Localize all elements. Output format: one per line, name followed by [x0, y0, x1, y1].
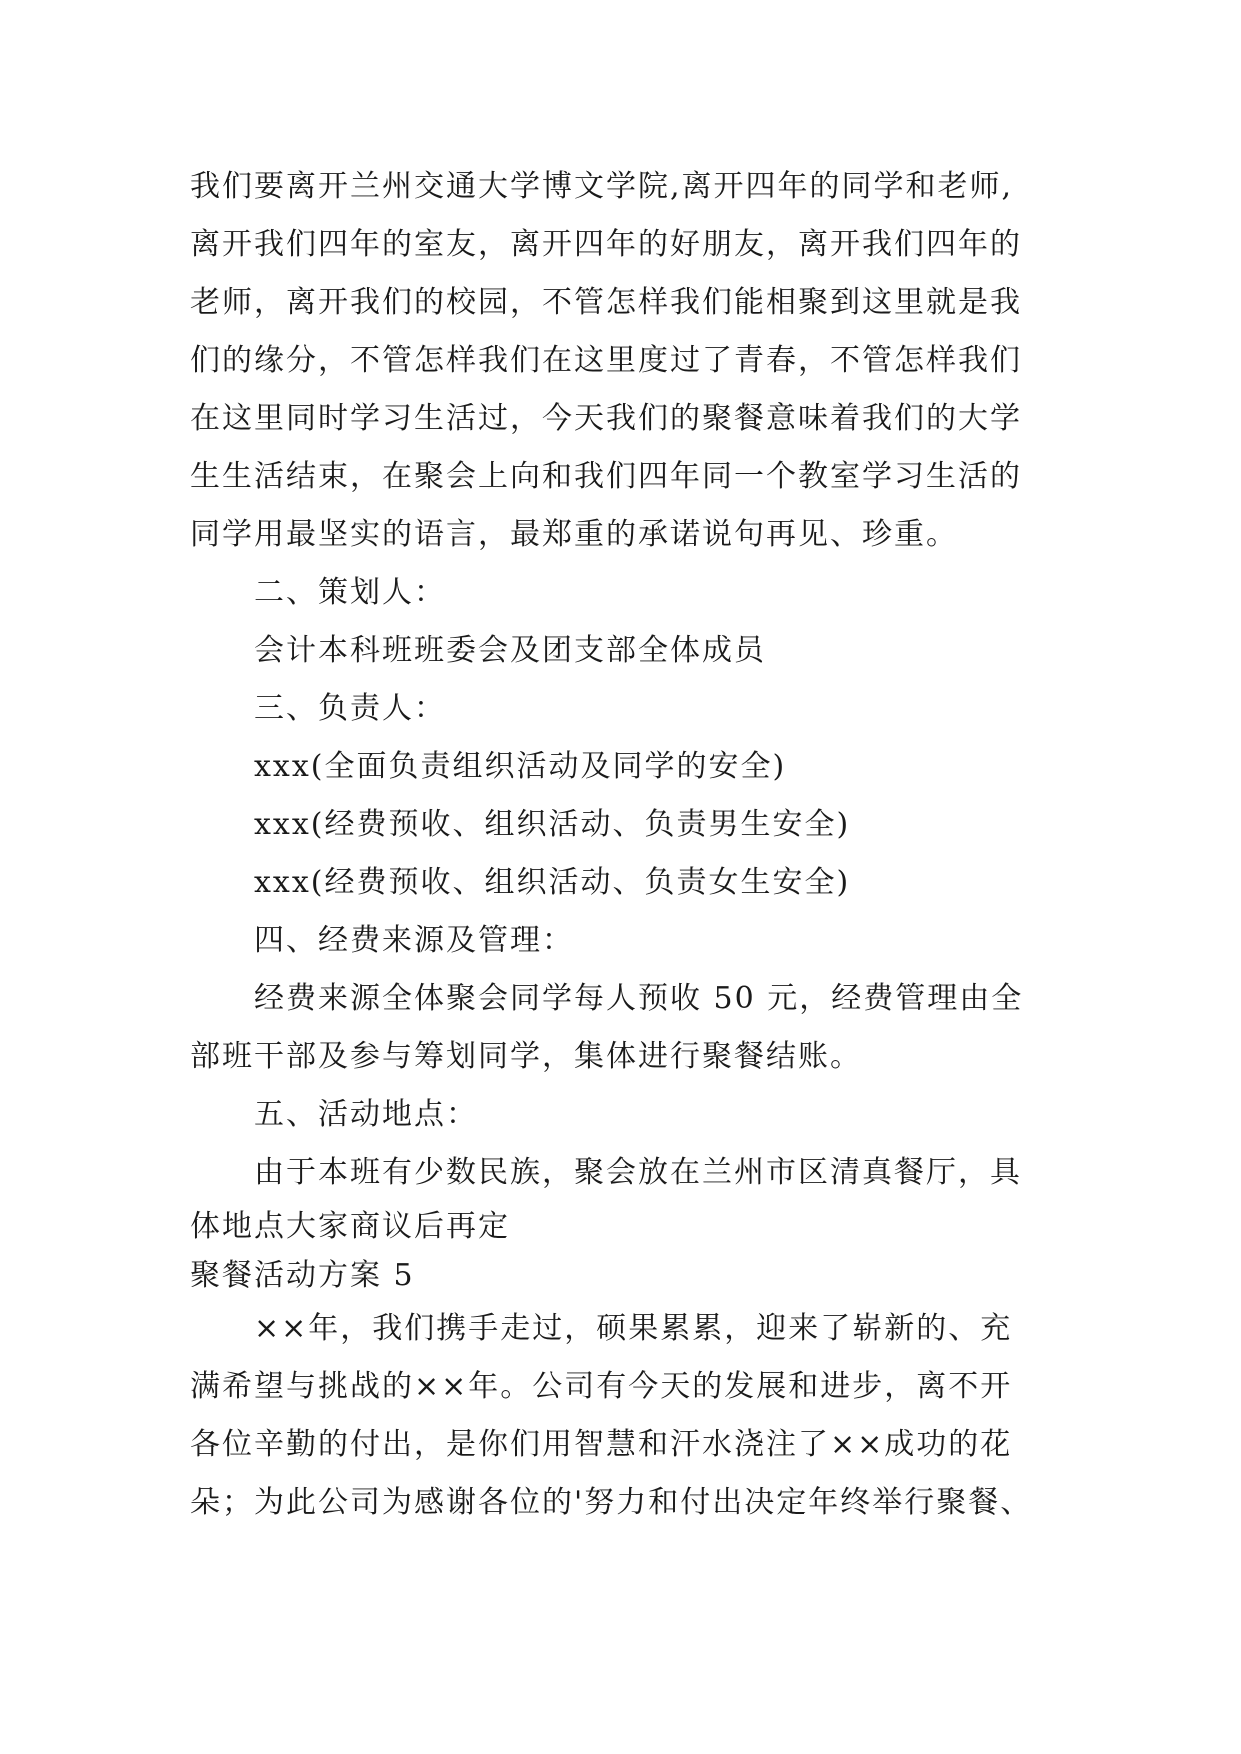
list-item: xxx(全面负责组织活动及同学的安全) [254, 749, 787, 784]
section-heading: 五、活动地点： [254, 1097, 478, 1132]
list-item: xxx(经费预收、组织活动、负责男生安全) [254, 807, 851, 842]
paragraph-line: 同学用最坚实的语言，最郑重的承诺说句再见、珍重。 [190, 517, 958, 552]
paragraph-line: 在这里同时学习生活过，今天我们的聚餐意味着我们的大学 [190, 401, 1022, 436]
paragraph-line: 经费来源全体聚会同学每人预收 50 元，经费管理由全 [254, 981, 1024, 1016]
document-body [190, 158, 1090, 1532]
paragraph-line: 离开我们四年的室友，离开四年的好朋友，离开我们四年的 [190, 227, 1022, 262]
section-heading: 二、策划人： [254, 575, 446, 610]
paragraph-line: 满希望与挑战的××年。公司有今天的发展和进步，离不开 [190, 1369, 1013, 1404]
document-title: 聚餐活动方案 5 [190, 1258, 415, 1293]
paragraph-line: 我们要离开兰州交通大学博文学院,离开四年的同学和老师, [190, 169, 1014, 204]
section-heading: 四、经费来源及管理： [254, 923, 574, 958]
list-item: xxx(经费预收、组织活动、负责女生安全) [254, 865, 851, 900]
paragraph-line: 各位辛勤的付出，是你们用智慧和汗水浇注了××成功的花 [190, 1427, 1013, 1462]
paragraph-line: ××年，我们携手走过，硕果累累，迎来了崭新的、充 [254, 1311, 1013, 1346]
paragraph-line: 部班干部及参与筹划同学，集体进行聚餐结账。 [190, 1039, 862, 1074]
paragraph-line: 老师，离开我们的校园，不管怎样我们能相聚到这里就是我 [190, 285, 1022, 320]
section-heading: 三、负责人： [254, 691, 446, 726]
paragraph-line: 体地点大家商议后再定 [190, 1209, 510, 1244]
paragraph-line: 生生活结束，在聚会上向和我们四年同一个教室学习生活的 [190, 459, 1022, 494]
paragraph-line: 由于本班有少数民族，聚会放在兰州市区清真餐厅，具 [254, 1155, 1022, 1190]
paragraph-line: 们的缘分，不管怎样我们在这里度过了青春，不管怎样我们 [190, 343, 1022, 378]
paragraph-line: 朵；为此公司为感谢各位的'努力和付出决定年终举行聚餐、 [190, 1485, 1033, 1520]
paragraph-line: 会计本科班班委会及团支部全体成员 [254, 633, 766, 668]
